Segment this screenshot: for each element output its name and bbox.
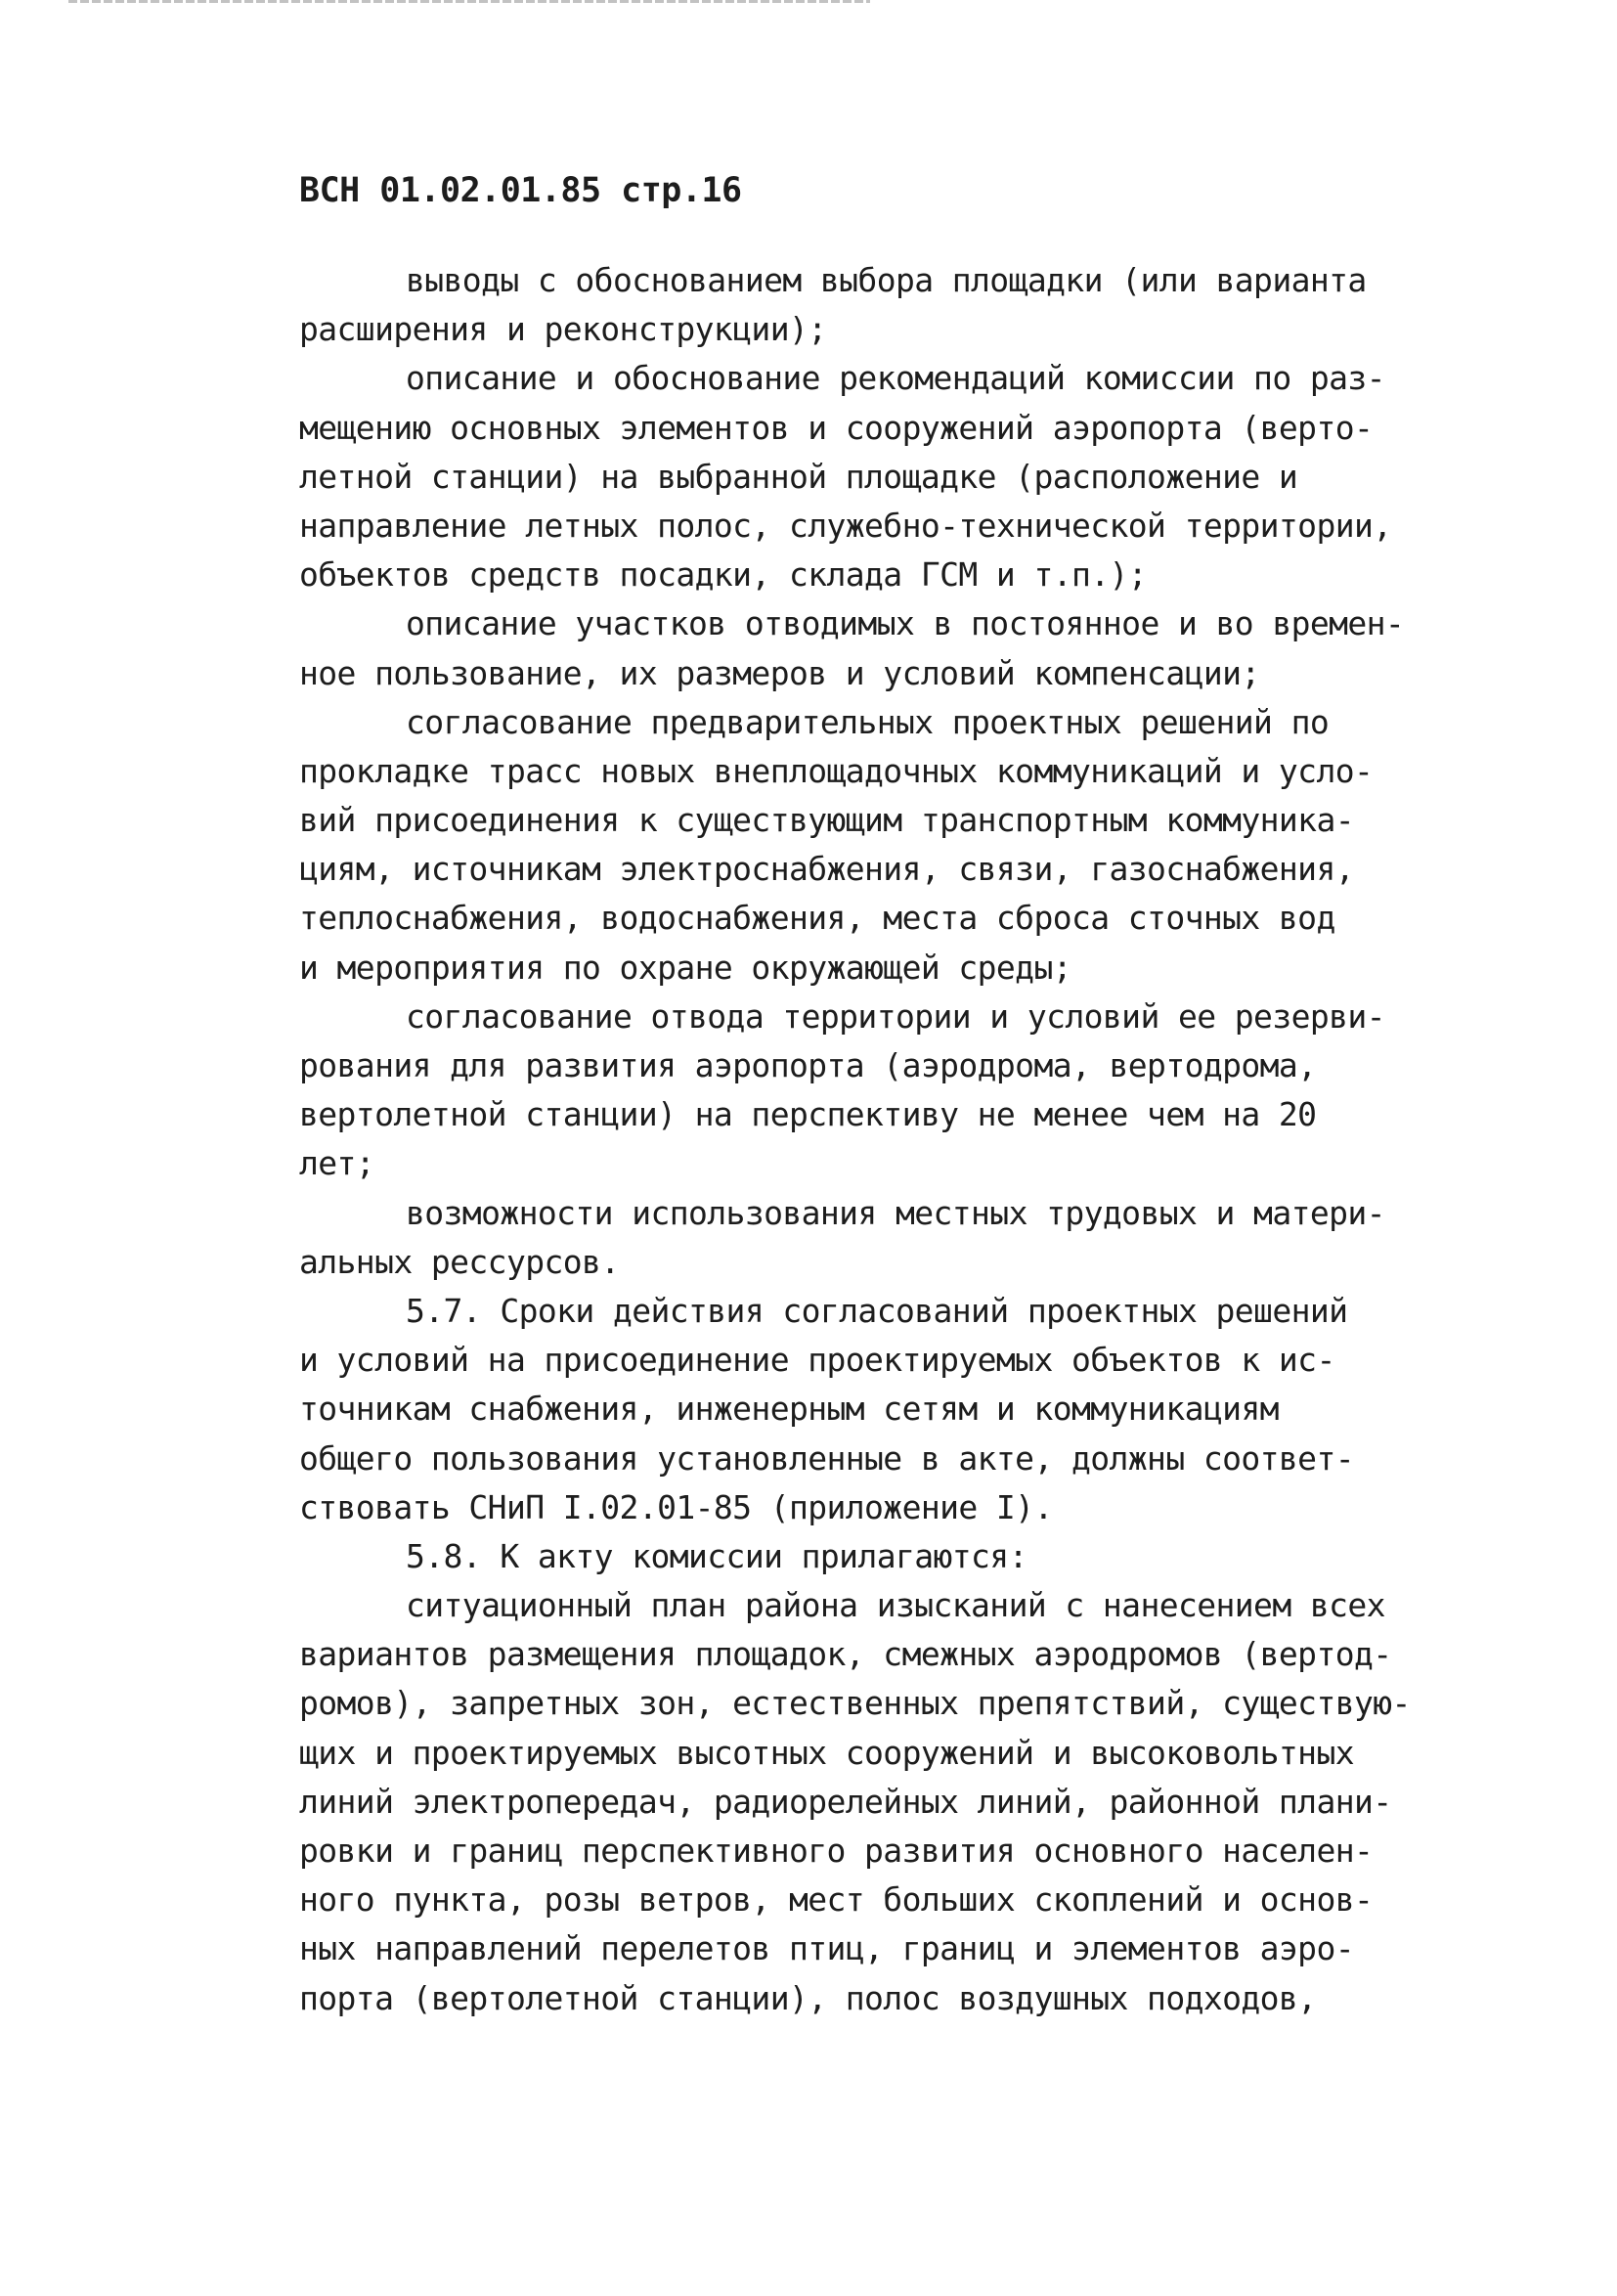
body-line: лет;: [299, 1144, 375, 1183]
body-line: ное пользование, их размеров и условий компенсации;: [299, 653, 1260, 692]
body-line: ного пункта, розы ветров, мест больших скоплений и основ-: [299, 1880, 1374, 1920]
body-line: мещению основных элементов и сооружений аэропорта (верто-: [299, 408, 1374, 447]
body-line: вариантов размещения площадок, смежных аэродромов (вертод-: [299, 1635, 1392, 1674]
body-line: ствовать СНиП I.02.01-85 (приложение I).: [299, 1487, 1053, 1526]
body-line: вертолетной станции) на перспективу не менее чем на 20: [299, 1095, 1317, 1134]
body-line: и условий на присоединение проектируемых объектов к ис-: [299, 1341, 1335, 1380]
body-line: ных направлений перелетов птиц, границ и элементов аэро-: [299, 1929, 1354, 1968]
body-line: точникам снабжения, инженерным сетям и коммуникациям: [299, 1390, 1279, 1429]
body-line: ситуационный план района изысканий с нанесением всех: [406, 1586, 1385, 1625]
body-line: возможности использования местных трудовых и матери-: [406, 1193, 1385, 1232]
body-line: линий электропередач, радиорелейных линий, районной плани-: [299, 1782, 1392, 1821]
body-line: выводы с обоснованием выбора площадки (или варианта: [406, 261, 1367, 299]
body-line: щих и проектируемых высотных сооружений и высоковольтных: [299, 1733, 1354, 1772]
scan-edge-mark: [68, 0, 870, 3]
body-line: ровки и границ перспективного развития основного населен-: [299, 1832, 1374, 1870]
body-line: направление летных полос, служебно-технической территории,: [299, 506, 1392, 545]
body-line: согласование отвода территории и условий ее резерви-: [406, 996, 1385, 1036]
body-line: 5.8. К акту комиссии прилагаются:: [406, 1536, 1027, 1575]
body-line: летной станции) на выбранной площадке (расположение и: [299, 457, 1298, 496]
body-line: ромов), запретных зон, естественных препятствий, существую-: [299, 1684, 1411, 1723]
body-line: объектов средств посадки, склада ГСМ и т.п.);: [299, 555, 1148, 595]
body-line: циям, источникам электроснабжения, связи, газоснабжения,: [299, 850, 1354, 889]
body-line: расширения и реконструкции);: [299, 310, 827, 349]
body-line: рования для развития аэропорта (аэродрома, вертодрома,: [299, 1046, 1317, 1084]
body-line: теплоснабжения, водоснабжения, места сброса сточных вод: [299, 899, 1335, 938]
body-line: вий присоединения к существующим транспортным коммуника-: [299, 801, 1354, 840]
document-code-header: ВСН 01.02.01.85 стр.16: [299, 171, 742, 210]
body-line: общего пользования установленные в акте, должны соответ-: [299, 1438, 1354, 1478]
document-body: [299, 256, 1511, 2023]
body-line: альных рессурсов.: [299, 1242, 620, 1281]
body-line: прокладке трасс новых внеплощадочных коммуникаций и усло-: [299, 751, 1374, 790]
body-line: и мероприятия по охране окружающей среды;: [299, 948, 1071, 987]
body-line: порта (вертолетной станции), полос воздушных подходов,: [299, 1978, 1317, 2017]
document-page: [299, 164, 1511, 2023]
body-line: описание участков отводимых в постоянное и во времен-: [406, 604, 1405, 643]
body-line: 5.7. Сроки действия согласований проектных решений: [406, 1291, 1348, 1330]
body-line: согласование предварительных проектных решений по: [406, 702, 1330, 741]
body-line: описание и обоснование рекомендаций комиссии по раз-: [406, 359, 1385, 398]
